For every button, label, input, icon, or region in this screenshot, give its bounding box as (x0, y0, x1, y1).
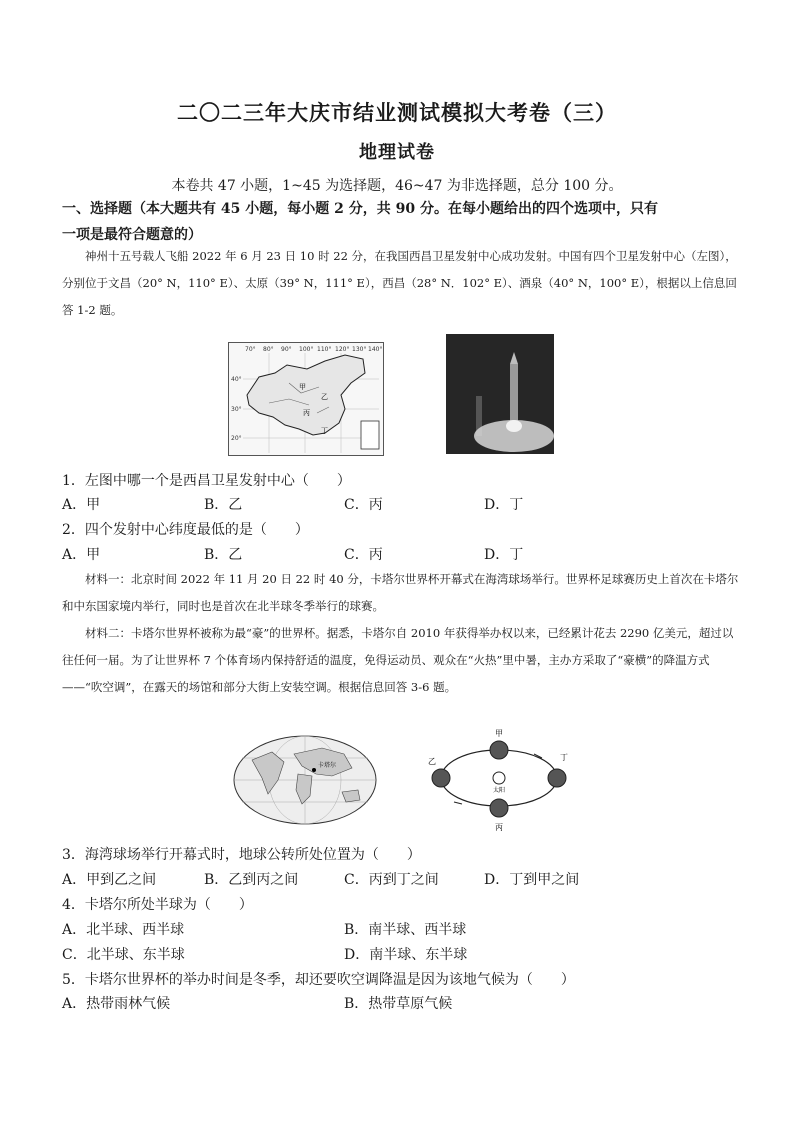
exam-note: 本卷共 47 小题，1~45 为选择题，46~47 为非选择题，总分 100 分。 (171, 178, 623, 194)
china-map-figure (228, 342, 384, 456)
orbit-label: 甲 (495, 729, 503, 738)
q2-option-a[interactable]: A．甲 (62, 547, 101, 563)
lon-label: 80° (263, 346, 274, 353)
china-map-svg (229, 343, 383, 455)
q3-option-c[interactable]: C．丙到丁之间 (344, 872, 439, 888)
orbit-figure (424, 724, 574, 834)
south-sea-inset (361, 421, 379, 449)
subject-title: 地理试卷 (359, 142, 435, 163)
q4-option-c[interactable]: C．北半球、东半球 (62, 947, 185, 963)
rocket-launch-photo (446, 334, 554, 454)
lon-label: 120° (335, 346, 350, 353)
question-1: 1．左图中哪一个是西昌卫星发射中心（ ） (62, 473, 351, 489)
material-2: 材料二：卡塔尔世界杯被称为最“豪”的世界杯。据悉，卡塔尔自 2010 年获得举办权以来，已经累计花去 2290 亿美元，超过以往任何一届。为了让世界杯 7 个体育场内保持舒适的温度，免得运动员、观众在“火热”里中暑，主办方采取了“豪横”的降温方式——“吹空调”，在露天的场馆和部分大街上安装空调。根据信息回答 3-6 题。 (62, 626, 734, 694)
q2-option-b[interactable]: B．乙 (204, 547, 243, 563)
q1-option-b[interactable]: B．乙 (204, 497, 243, 513)
world-map-svg (232, 734, 378, 826)
section-heading (62, 196, 742, 248)
q2-option-d[interactable]: D．丁 (484, 547, 524, 563)
q2-option-c[interactable]: C．丙 (344, 547, 383, 563)
exam-title: 二〇二三年大庆市结业测试模拟大考卷（三） (177, 100, 617, 125)
lon-label: 70° (245, 346, 256, 353)
sun-label: 太阳 (493, 787, 506, 794)
lon-label: 90° (281, 346, 292, 353)
orbit-label: 丙 (495, 823, 503, 832)
world-map-figure (232, 734, 378, 826)
earth-position (432, 769, 450, 787)
question-4: 4．卡塔尔所处半球为（ ） (62, 897, 253, 913)
place-label: 丁 (321, 427, 328, 435)
section-heading-line2: 一项是最符合题意的） (62, 227, 202, 243)
china-outline (247, 355, 365, 435)
sun (493, 772, 505, 784)
section-heading-line1: 一、选择题（本大题共有 45 小题，每小题 2 分，共 90 分。在每小题给出的四个选项中，只有 (62, 201, 658, 217)
rocket-illustration (446, 334, 554, 454)
lat-label: 40° (231, 376, 242, 383)
lon-label: 130° (352, 346, 367, 353)
lat-label: 30° (231, 406, 242, 413)
earth-position (490, 799, 508, 817)
intro-q1-2: 神州十五号载人飞船 2022 年 6 月 23 日 10 时 22 分，在我国西昌卫星发射中心成功发射。中国有四个卫星发射中心（左图），分别位于文昌（20° N，110° E）、太原（39° N，111° E），西昌（28° N．102° E）、酒泉（40° N，100° E），根据以上信息回答 1-2 题。 (62, 249, 737, 317)
orbit-label: 乙 (428, 757, 436, 766)
orbit-svg (424, 724, 574, 834)
lon-label: 110° (317, 346, 332, 353)
q4-option-b[interactable]: B．南半球、西半球 (344, 922, 467, 938)
question-2: 2．四个发射中心纬度最低的是（ ） (62, 522, 309, 538)
q5-option-a[interactable]: A．热带雨林气候 (62, 996, 171, 1012)
q3-option-a[interactable]: A．甲到乙之间 (62, 872, 157, 888)
q1-option-d[interactable]: D．丁 (484, 497, 524, 513)
question-5: 5．卡塔尔世界杯的举办时间是冬季，却还要吹空调降温是因为该地气候为（ ） (62, 972, 575, 988)
lon-label: 100° (299, 346, 314, 353)
q4-option-d[interactable]: D．南半球、东半球 (344, 947, 468, 963)
qatar-marker (312, 768, 316, 772)
q3-option-b[interactable]: B．乙到丙之间 (204, 872, 299, 888)
lon-label: 140° (368, 346, 383, 353)
orbit-label: 丁 (560, 753, 568, 762)
q5-option-b[interactable]: B．热带草原气候 (344, 996, 453, 1012)
lat-label: 20° (231, 435, 242, 442)
q1-option-c[interactable]: C．丙 (344, 497, 383, 513)
material-1: 材料一：北京时间 2022 年 11 月 20 日 22 时 40 分，卡塔尔世界杯开幕式在海湾球场举行。世界杯足球赛历史上首次在卡塔尔和中东国家境内举行，同时也是首次在北半球冬季举行的球赛。 (62, 572, 739, 613)
earth-position (548, 769, 566, 787)
rocket-body (510, 364, 518, 424)
place-label: 乙 (321, 393, 328, 401)
place-label: 甲 (299, 383, 306, 391)
earth-position (490, 741, 508, 759)
q3-option-d[interactable]: D．丁到甲之间 (484, 872, 580, 888)
q4-option-a[interactable]: A．北半球、西半球 (62, 922, 185, 938)
place-label: 丙 (303, 409, 310, 417)
question-3: 3．海湾球场举行开幕式时，地球公转所处位置为（ ） (62, 847, 421, 863)
q1-option-a[interactable]: A．甲 (62, 497, 101, 513)
qatar-label: 卡塔尔 (318, 762, 337, 769)
